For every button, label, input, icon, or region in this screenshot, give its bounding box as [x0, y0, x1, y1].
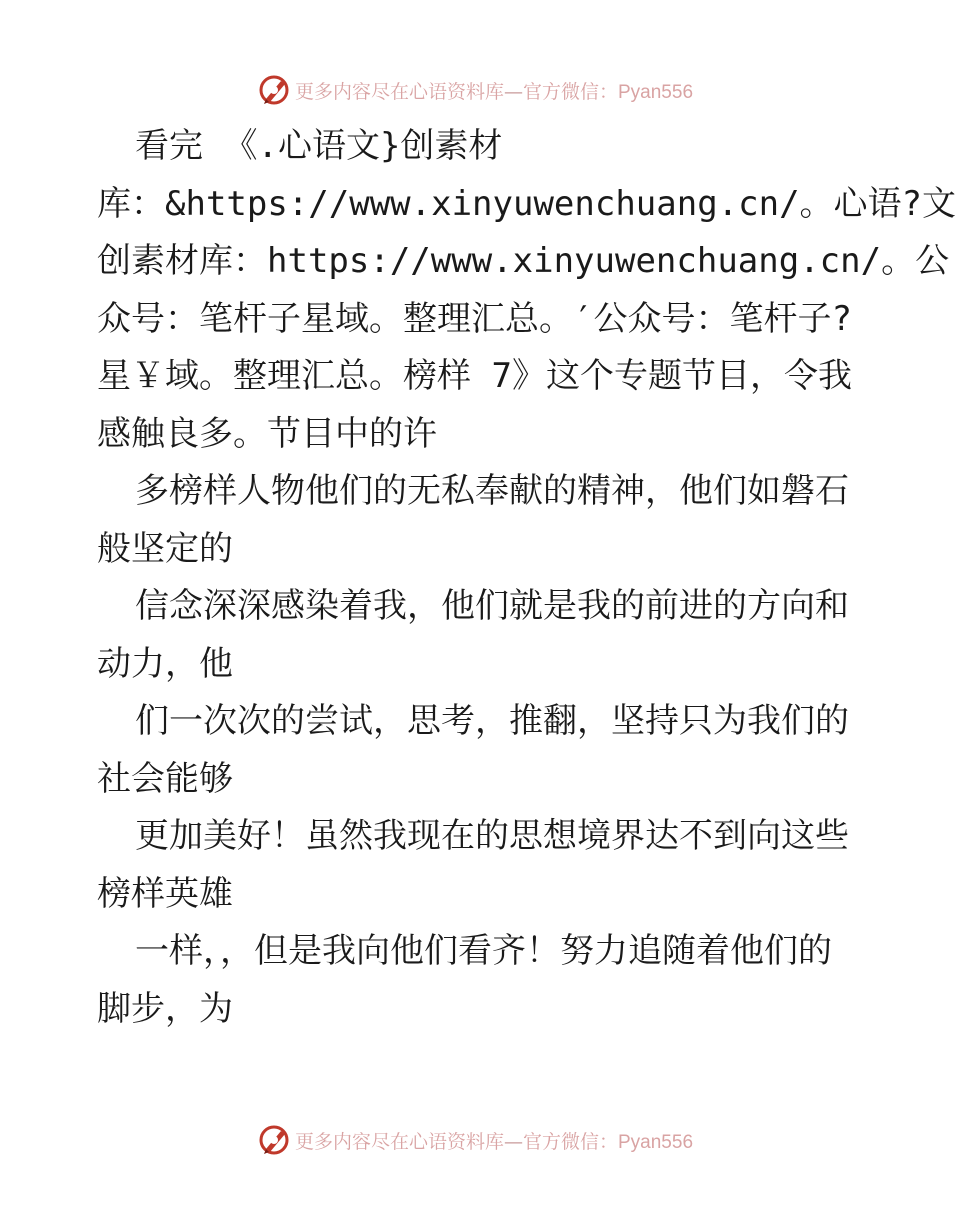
body-line: 感触良多。节目中的许 [97, 413, 437, 454]
document-body [97, 118, 956, 1038]
body-line: 星￥域。整理汇总。榜样 7》这个专题节目，令我 [97, 356, 852, 396]
body-line: 多榜样人物他们的无私奉献的精神，他们如磐石 [135, 471, 849, 511]
body-line: 信念深深感染着我，他们就是我的前进的方向和 [135, 586, 849, 626]
body-line: 般坚定的 [97, 528, 233, 569]
pen-logo-icon [257, 1123, 291, 1157]
body-line: 一样，，但是我向他们看齐！努力追随着他们的 [135, 931, 832, 971]
body-line: 动力，他 [97, 643, 233, 684]
footer-banner-text [295, 1127, 693, 1154]
body-line: 看完 《.心语文}创素材 [135, 126, 503, 166]
body-line: 脚步，为 [97, 988, 233, 1029]
body-line: 众号：笔杆子星域。整理汇总。′公众号：笔杆子? [97, 298, 852, 339]
body-line: 社会能够 [97, 758, 233, 799]
body-line: 榜样英雄 [97, 873, 233, 914]
header-banner-official: 官方微信： [522, 80, 618, 103]
body-line: 库：&https://www.xinyuwenchuang.cn/。心语?文 [97, 183, 956, 224]
header-banner-text [295, 77, 693, 104]
footer-banner-title: 更多内容尽在心语资料库 [294, 1130, 504, 1153]
footer-banner-account: Pyan556 [618, 1131, 694, 1153]
body-line: 们一次次的尝试，思考，推翻，坚持只为我们的 [135, 701, 849, 741]
body-line: 创素材库：https://www.xinyuwenchuang.cn/。公 [97, 241, 950, 281]
header-banner-account: Pyan556 [618, 81, 694, 103]
footer-banner [0, 1120, 950, 1160]
footer-banner-separator: — [503, 1130, 523, 1153]
header-banner-title: 更多内容尽在心语资料库 [294, 80, 504, 103]
pen-logo-icon [257, 73, 291, 107]
header-banner-separator: — [503, 80, 523, 103]
footer-banner-official: 官方微信： [522, 1130, 618, 1153]
body-line: 更加美好！虽然我现在的思想境界达不到向这些 [135, 816, 849, 856]
header-banner [0, 70, 950, 110]
